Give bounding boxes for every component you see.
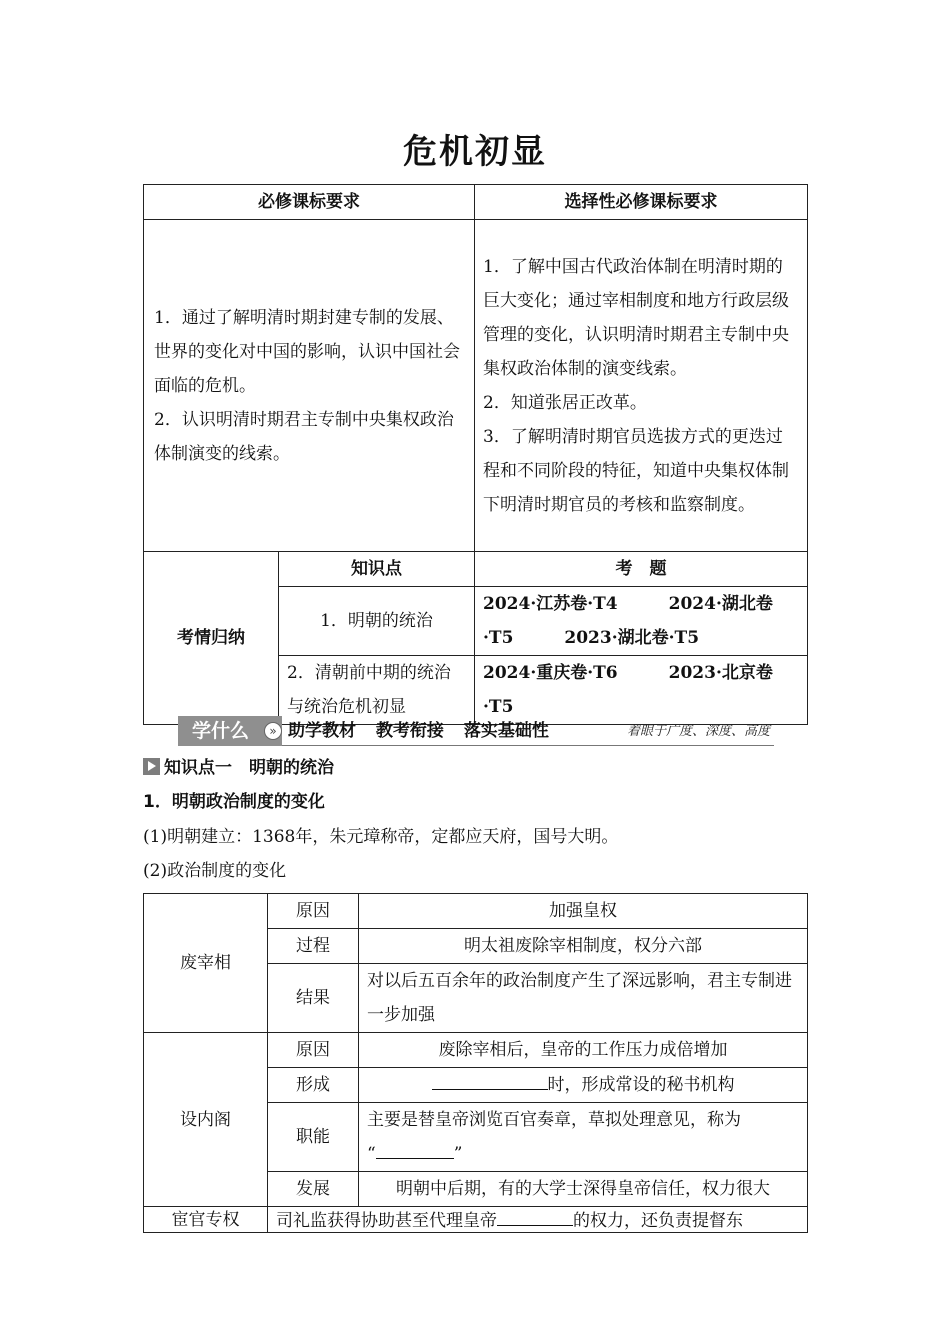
slogan-item: 教考衔接 — [375, 721, 444, 741]
exam-questions: 2024·重庆卷·T6 2023·北京卷·T5 — [475, 656, 808, 725]
compulsory-item: 1．通过了解明清时期封建专制的发展、世界的变化对中国的影响，认识中国社会面临的危机。 — [154, 307, 460, 396]
row-label-fei-zaixiang: 废宰相 — [144, 894, 268, 1033]
header-elective: 选择性必修课标要求 — [475, 185, 808, 220]
section-banner — [178, 716, 774, 746]
header-knowledge: 知识点 — [279, 552, 475, 587]
form-suffix: 时，形成常设的秘书机构 — [547, 1075, 735, 1095]
cell-value — [359, 1068, 808, 1103]
fill-blank[interactable] — [376, 1140, 454, 1159]
paragraph-political-change: (2)政治制度的变化 — [143, 861, 287, 881]
cell-value — [359, 1103, 808, 1172]
fill-blank[interactable] — [432, 1071, 548, 1090]
header-compulsory: 必修课标要求 — [144, 185, 475, 220]
cell-value: 对以后五百余年的政治制度产生了深远影响，君主专制进一步加强 — [359, 964, 808, 1033]
cell-label: 原因 — [268, 1033, 359, 1068]
row-label-huanguan: 宦官专权 — [144, 1207, 268, 1233]
exam-questions: 2024·江苏卷·T4 2024·湖北卷·T5 2023·湖北卷·T5 — [475, 587, 808, 656]
banner-slogans — [288, 716, 563, 746]
elective-requirements — [475, 220, 808, 552]
fill-blank[interactable] — [497, 1207, 573, 1226]
elective-item: 1．了解中国古代政治体制在明清时期的巨大变化；通过宰相制度和地方行政层级管理的变化，认识明清时期君主专制中央集权政治体制的演变线索。 — [483, 256, 789, 379]
cell-label: 结果 — [268, 964, 359, 1033]
page-title: 危机初显 — [403, 132, 547, 172]
double-chevron-icon: » — [264, 722, 282, 740]
cell-label: 发展 — [268, 1172, 359, 1207]
banner-underline — [282, 745, 774, 746]
subheading: 1．明朝政治制度的变化 — [143, 792, 325, 812]
cell-label: 形成 — [268, 1068, 359, 1103]
cell-label: 职能 — [268, 1103, 359, 1172]
header-questions: 考 题 — [475, 552, 808, 587]
curriculum-requirements-table — [143, 184, 808, 725]
play-triangle-icon — [143, 758, 160, 775]
quote-close: ” — [453, 1144, 463, 1164]
quote-open: “ — [367, 1144, 376, 1164]
banner-tag: 学什么 — [178, 716, 282, 746]
compulsory-requirements — [144, 220, 475, 552]
elective-item: 2．知道张居正改革。 — [483, 392, 647, 413]
knowledge-point: 1．明朝的统治 — [279, 587, 475, 656]
slogan-item: 助学教材 — [288, 721, 356, 741]
cell-value — [268, 1207, 808, 1233]
political-system-table — [143, 893, 808, 1233]
cell-label: 原因 — [268, 894, 359, 929]
cell-value: 明太祖废除宰相制度，权分六部 — [359, 929, 808, 964]
cell-value: 废除宰相后，皇帝的工作压力成倍增加 — [359, 1033, 808, 1068]
banner-motto: 着眼于广度、深度、高度 — [626, 724, 770, 739]
row-label-nei-ge: 设内阁 — [144, 1033, 268, 1207]
paragraph-ming-founding: (1)明朝建立：1368年，朱元璋称帝，定都应天府，国号大明。 — [143, 827, 619, 847]
knowledge-point-title: 知识点一 明朝的统治 — [164, 758, 334, 778]
slogan-item: 落实基础性 — [463, 721, 549, 741]
cell-value: 明朝中后期，有的大学士深得皇帝信任，权力很大 — [359, 1172, 808, 1207]
func-prefix: 主要是替皇帝浏览百官奏章，草拟处理意见，称为 — [367, 1110, 741, 1130]
elective-item: 3．了解明清时期官员选拔方式的更迭过程和不同阶段的特征，知道中央集权体制下明清时期官员的考核和监察制度。 — [483, 426, 789, 515]
cell-value: 加强皇权 — [359, 894, 808, 929]
knowledge-point-heading — [143, 756, 334, 780]
compulsory-item: 2．认识明清时期君主专制中央集权政治体制演变的线索。 — [154, 409, 454, 464]
exam-summary-label: 考情归纳 — [144, 552, 279, 725]
huanguan-suffix: 的权力，还负责提督东 — [573, 1211, 743, 1231]
cell-label: 过程 — [268, 929, 359, 964]
knowledge-point: 2．清朝前中期的统治与统治危机初显 — [279, 656, 475, 725]
huanguan-prefix: 司礼监获得协助甚至代理皇帝 — [276, 1211, 497, 1231]
